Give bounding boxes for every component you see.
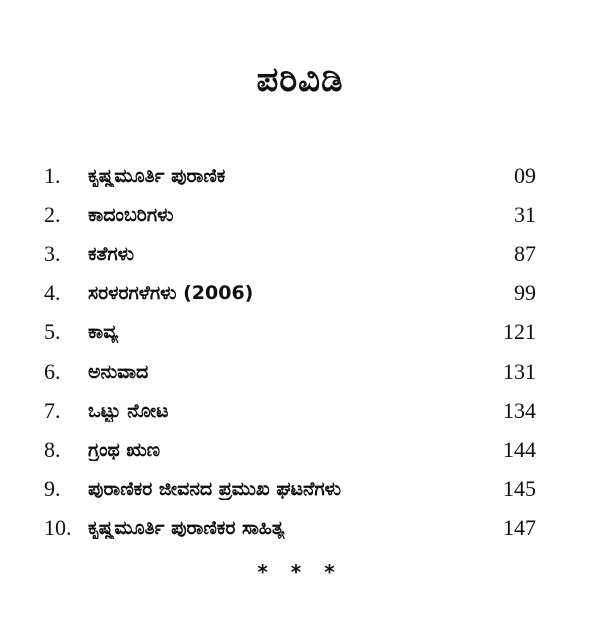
toc-label: ಒಟ್ಟು ನೋಟ <box>88 399 169 422</box>
section-ornament: * * * <box>257 560 343 584</box>
toc-row <box>44 234 536 273</box>
toc-page: 09 <box>514 162 536 188</box>
toc-page: 99 <box>514 280 536 306</box>
toc-number: 2. <box>44 201 61 227</box>
toc-number: 8. <box>44 436 61 462</box>
toc-page: 145 <box>503 476 536 502</box>
page-title: ಪರಿವಿಡಿ <box>256 60 344 100</box>
toc-label: ಕೃಷ್ಣಮೂರ್ತಿ ಪುರಾಣಿಕ <box>88 164 226 187</box>
toc-row <box>44 470 536 509</box>
toc-row <box>44 195 536 234</box>
toc-row <box>44 352 536 391</box>
toc-row <box>44 156 536 195</box>
toc-page: 121 <box>503 319 536 345</box>
toc-number: 1. <box>44 162 61 188</box>
toc-row <box>44 509 536 548</box>
toc-number: 5. <box>44 319 61 345</box>
toc-row <box>44 430 536 469</box>
toc-label: ಪುರಾಣಿಕರ ಜೀವನದ ಪ್ರಮುಖ ಘಟನೆಗಳು <box>88 478 341 501</box>
toc-page: 144 <box>503 436 536 462</box>
toc-page: 134 <box>503 397 536 423</box>
toc-label: ಅನುವಾದ <box>88 360 149 383</box>
table-of-contents <box>44 156 536 548</box>
toc-row <box>44 313 536 352</box>
toc-label: ಕೃಷ್ಣಮೂರ್ತಿ ಪುರಾಣಿಕರ ಸಾಹಿತ್ಯ <box>88 517 285 540</box>
toc-number: 4. <box>44 280 61 306</box>
toc-page: 87 <box>514 240 536 266</box>
toc-number: 6. <box>44 358 61 384</box>
toc-number: 7. <box>44 397 61 423</box>
toc-number: 3. <box>44 240 61 266</box>
toc-label: ಸರಳರಗಳೆಗಳು (2006) <box>88 282 254 305</box>
toc-row <box>44 391 536 430</box>
toc-page: 131 <box>503 358 536 384</box>
toc-number: 10. <box>44 515 72 541</box>
toc-number: 9. <box>44 476 61 502</box>
toc-row <box>44 274 536 313</box>
toc-label: ಕಾದಂಬರಿಗಳು <box>88 203 174 226</box>
toc-label: ಕಾವ್ಯ <box>88 321 119 344</box>
toc-page: 147 <box>503 515 536 541</box>
toc-label: ಕತೆಗಳು <box>88 242 135 265</box>
toc-page: 31 <box>514 201 536 227</box>
toc-label: ಗ್ರಂಥ ಋಣ <box>88 438 161 461</box>
